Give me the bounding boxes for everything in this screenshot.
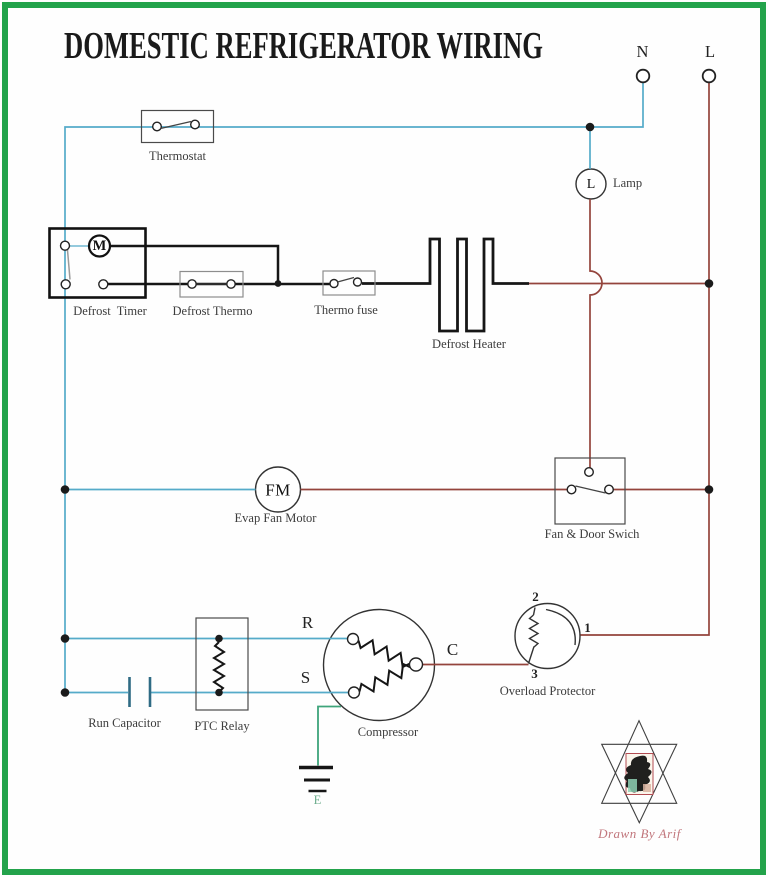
ptc-relay-box — [196, 618, 248, 710]
earth-wire — [318, 707, 341, 766]
defrost-thermo-contact — [188, 280, 235, 288]
common-terminal-label: C — [446, 640, 459, 659]
overload-pin-3-label: 3 — [531, 665, 538, 681]
defrost-timer-label: Defrost Timer — [73, 303, 147, 318]
run-capacitor-plates — [130, 677, 151, 707]
overload-pin-1-label: 1 — [584, 619, 591, 635]
thermo-fuse-contact — [330, 278, 362, 288]
page-title: DOMESTIC REFRIGERATOR WIRING — [64, 25, 543, 67]
thermostat-label: Thermostat — [149, 148, 206, 163]
run-capacitor-label: Run Capacitor — [88, 715, 161, 730]
compressor-label: Compressor — [357, 724, 419, 739]
ptc-relay-internals — [214, 635, 224, 697]
live-bus — [581, 83, 710, 636]
lamp-label: Lamp — [613, 175, 643, 190]
evap-fan-motor-label: Evap Fan Motor — [234, 510, 317, 525]
start-terminal-label: S — [300, 667, 311, 687]
defrost-thermo-label: Defrost Thermo — [172, 303, 253, 318]
live-terminal — [703, 70, 716, 83]
overload-pin-2-label: 2 — [532, 589, 539, 604]
evap-fan-motor-symbol: FM — [265, 480, 291, 499]
run-terminal-label: R — [301, 613, 314, 632]
overload-protector-body — [515, 604, 580, 669]
live-terminal-label: L — [704, 41, 716, 61]
overload-protector-label: Overload Protector — [499, 684, 596, 698]
fan-door-switch-label: Fan & Door Swich — [544, 527, 640, 541]
timer-motor-symbol: M — [92, 237, 107, 254]
earth-label: E — [313, 793, 322, 807]
logo-art — [624, 754, 653, 795]
defrost-heater-label: Defrost Heater — [432, 336, 506, 351]
signature-text: Drawn By Arif — [598, 826, 681, 841]
neutral-terminal — [637, 70, 650, 83]
neutral-terminal-label: N — [636, 41, 649, 61]
ptc-relay-label: PTC Relay — [194, 718, 250, 733]
fan-door-switch-contact — [567, 468, 613, 494]
defrost-heater-element — [362, 239, 529, 331]
thermostat-contact — [153, 120, 200, 131]
live-wires — [301, 83, 710, 665]
lamp-symbol: L — [586, 176, 596, 192]
lamp-to-door-switch-wire — [590, 199, 602, 468]
thermo-fuse-label: Thermo fuse — [314, 303, 378, 317]
neutral-wires — [65, 83, 643, 693]
earth-ground-symbol — [299, 768, 333, 792]
neutral-bus — [65, 83, 643, 693]
